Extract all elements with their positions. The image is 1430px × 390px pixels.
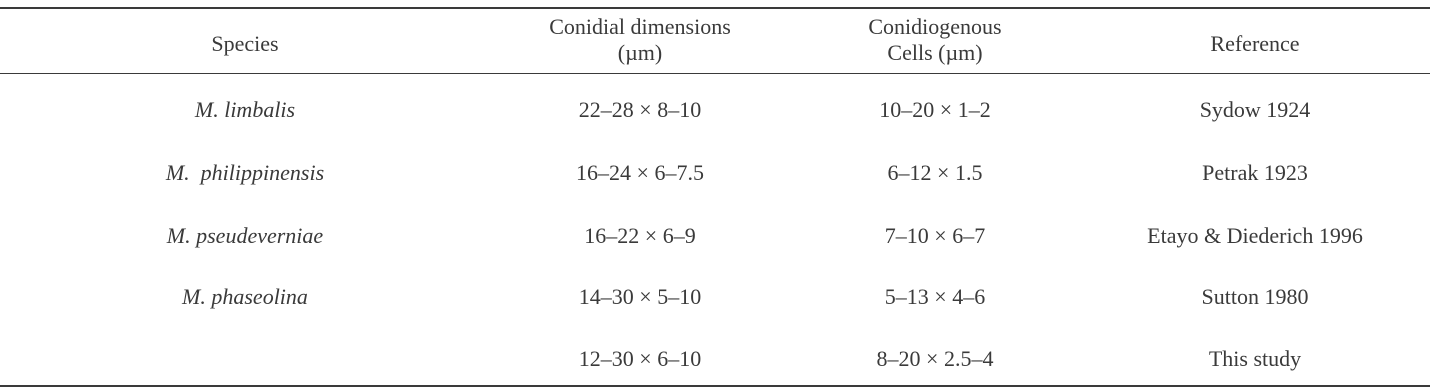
cells-cell: 7–10 × 6–7 — [884, 223, 986, 248]
header-reference: Reference — [1210, 31, 1300, 56]
conidial-cell: 16–24 × 6–7.5 — [576, 160, 704, 185]
header-species: Species — [211, 31, 279, 56]
header-cells-line1: Conidiogenous — [868, 14, 1002, 39]
cells-cell: 8–20 × 2.5–4 — [876, 346, 994, 371]
header-conidial-line2: (µm) — [617, 40, 663, 65]
conidial-cell: 12–30 × 6–10 — [578, 346, 702, 371]
species-cell: M. limbalis — [194, 97, 296, 122]
header-conidiogenous-cells — [790, 14, 1080, 66]
table-bottom-rule — [0, 385, 1430, 387]
header-conidial-line1: Conidial dimensions — [549, 14, 731, 39]
table-top-rule — [0, 7, 1430, 9]
table-header-rule — [0, 73, 1430, 74]
conidial-cell: 14–30 × 5–10 — [578, 284, 702, 309]
caption-fragment — [0, 0, 1430, 6]
conidial-cell: 16–22 × 6–9 — [584, 223, 696, 248]
header-conidial-dimensions — [490, 14, 790, 66]
reference-cell: Sutton 1980 — [1201, 284, 1309, 309]
header-cells-line2: Cells (µm) — [887, 40, 983, 65]
conidial-cell: 22–28 × 8–10 — [578, 97, 702, 122]
reference-cell: This study — [1208, 346, 1302, 371]
species-cell: M. pseudeverniae — [166, 223, 324, 248]
reference-cell: Sydow 1924 — [1199, 97, 1311, 122]
cells-cell: 5–13 × 4–6 — [884, 284, 986, 309]
reference-cell: Etayo & Diederich 1996 — [1147, 223, 1363, 248]
species-cell: M. philippinensis — [165, 160, 325, 185]
cells-cell: 10–20 × 1–2 — [879, 97, 991, 122]
reference-cell: Petrak 1923 — [1202, 160, 1308, 185]
species-cell: M. phaseolina — [182, 284, 308, 309]
cells-cell: 6–12 × 1.5 — [887, 160, 983, 185]
